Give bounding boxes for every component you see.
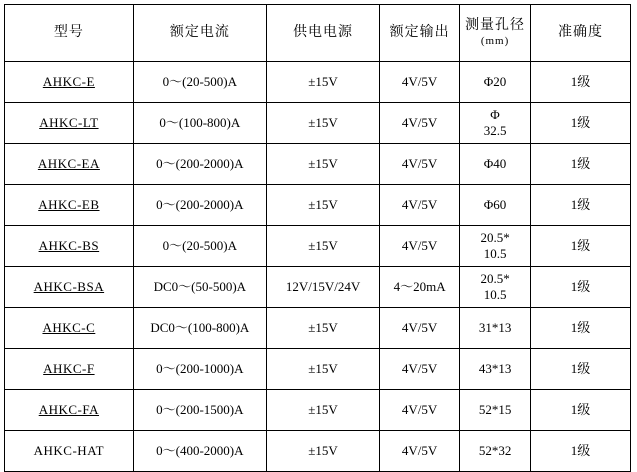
cell-power-supply <box>266 226 379 267</box>
cell-rated-current <box>133 390 266 431</box>
cell-aperture-value: 52*32 <box>478 442 512 458</box>
cell-power-supply-value: ±15V <box>308 114 338 130</box>
cell-model <box>5 267 134 308</box>
cell-aperture-value: 52*15 <box>478 401 512 417</box>
cell-model-value: AHKC-EB <box>38 196 100 212</box>
table-row <box>5 226 631 267</box>
cell-accuracy-value: 1级 <box>570 278 591 294</box>
header-label: 型号 <box>53 25 84 41</box>
cell-power-supply <box>266 144 379 185</box>
cell-accuracy-value: 1级 <box>570 114 591 130</box>
cell-rated-output-value: 4V/5V <box>401 114 438 130</box>
cell-model <box>5 103 134 144</box>
cell-aperture-value: Φ20 <box>483 73 507 89</box>
cell-rated-output-value: 4V/5V <box>401 360 438 376</box>
cell-aperture <box>460 267 531 308</box>
cell-accuracy-value: 1级 <box>570 196 591 212</box>
header-label: 额定电流 <box>169 25 230 41</box>
cell-rated-current <box>133 144 266 185</box>
cell-power-supply <box>266 390 379 431</box>
cell-aperture <box>460 103 531 144</box>
cell-model <box>5 390 134 431</box>
table-row <box>5 431 631 472</box>
table-row <box>5 62 631 103</box>
cell-accuracy <box>531 226 631 267</box>
cell-power-supply-value: ±15V <box>308 360 338 376</box>
cell-aperture-value: 20.5* 10.5 <box>480 270 510 302</box>
cell-rated-output <box>380 226 460 267</box>
column-header-aperture <box>460 5 531 62</box>
cell-power-supply <box>266 62 379 103</box>
cell-power-supply-value: ±15V <box>308 319 338 335</box>
cell-rated-output-value: 4～20mA <box>393 278 446 294</box>
cell-aperture-value: Φ60 <box>483 196 507 212</box>
cell-accuracy-value: 1级 <box>570 73 591 89</box>
cell-power-supply <box>266 308 379 349</box>
column-header-model <box>5 5 134 62</box>
cell-power-supply-value: ±15V <box>308 73 338 89</box>
table-row <box>5 308 631 349</box>
cell-rated-output-value: 4V/5V <box>401 319 438 335</box>
column-header-power-supply <box>266 5 379 62</box>
cell-aperture <box>460 144 531 185</box>
cell-rated-output <box>380 144 460 185</box>
cell-model-value: AHKC-FA <box>38 401 100 417</box>
cell-aperture-value: 20.5* 10.5 <box>480 229 510 261</box>
cell-model-value: AHKC-C <box>42 319 96 335</box>
cell-aperture <box>460 62 531 103</box>
cell-rated-output-value: 4V/5V <box>401 73 438 89</box>
cell-rated-current <box>133 103 266 144</box>
header-label: 额定输出 <box>389 25 450 41</box>
column-header-accuracy <box>531 5 631 62</box>
cell-accuracy <box>531 62 631 103</box>
cell-model-value: AHKC-F <box>43 360 95 376</box>
column-header-rated-current <box>133 5 266 62</box>
header-label: 准确度 <box>558 25 604 41</box>
cell-model <box>5 144 134 185</box>
header-unit: (mm) <box>480 34 510 47</box>
cell-model-value: AHKC-BSA <box>33 278 105 294</box>
table-row <box>5 103 631 144</box>
cell-accuracy-value: 1级 <box>570 401 591 417</box>
cell-accuracy <box>531 185 631 226</box>
cell-model <box>5 431 134 472</box>
cell-model <box>5 185 134 226</box>
cell-rated-output <box>380 103 460 144</box>
table-row <box>5 349 631 390</box>
table-body <box>5 62 631 472</box>
cell-accuracy <box>531 144 631 185</box>
cell-rated-output-value: 4V/5V <box>401 401 438 417</box>
table-row <box>5 144 631 185</box>
cell-power-supply <box>266 349 379 390</box>
cell-rated-output-value: 4V/5V <box>401 237 438 253</box>
cell-rated-current <box>133 185 266 226</box>
document-page <box>0 4 637 458</box>
cell-rated-current-value: 0～(200-2000)A <box>156 196 244 212</box>
cell-accuracy-value: 1级 <box>570 155 591 171</box>
cell-aperture <box>460 349 531 390</box>
cell-rated-output <box>380 185 460 226</box>
cell-power-supply-value: ±15V <box>308 196 338 212</box>
cell-aperture <box>460 390 531 431</box>
cell-aperture <box>460 226 531 267</box>
cell-power-supply <box>266 267 379 308</box>
cell-rated-output-value: 4V/5V <box>401 196 438 212</box>
cell-rated-current-value: 0～(20-500)A <box>162 237 238 253</box>
cell-aperture <box>460 431 531 472</box>
cell-model <box>5 62 134 103</box>
header-row <box>5 5 631 62</box>
cell-rated-current <box>133 431 266 472</box>
cell-aperture <box>460 185 531 226</box>
cell-accuracy <box>531 349 631 390</box>
cell-accuracy <box>531 267 631 308</box>
cell-rated-current-value: 0～(200-1500)A <box>156 401 244 417</box>
cell-power-supply-value: ±15V <box>308 401 338 417</box>
cell-rated-output-value: 4V/5V <box>401 442 438 458</box>
cell-model-value: AHKC-HAT <box>33 442 105 458</box>
header-label: 供电电源 <box>293 25 354 41</box>
cell-rated-current-value: 0～(100-800)A <box>159 114 241 130</box>
cell-rated-current <box>133 267 266 308</box>
cell-model <box>5 308 134 349</box>
cell-rated-output <box>380 431 460 472</box>
table-row <box>5 185 631 226</box>
cell-aperture <box>460 308 531 349</box>
cell-power-supply <box>266 431 379 472</box>
table-row <box>5 267 631 308</box>
cell-power-supply-value: ±15V <box>308 237 338 253</box>
cell-aperture-value: 31*13 <box>478 319 512 335</box>
cell-model-value: AHKC-LT <box>39 114 99 130</box>
cell-aperture-value: 43*13 <box>478 360 512 376</box>
cell-rated-output <box>380 308 460 349</box>
specification-table <box>4 4 631 472</box>
column-header-rated-output <box>380 5 460 62</box>
cell-rated-current <box>133 62 266 103</box>
cell-power-supply <box>266 185 379 226</box>
cell-accuracy <box>531 103 631 144</box>
cell-rated-current-value: DC0～(50-500)A <box>153 278 247 294</box>
cell-rated-output <box>380 390 460 431</box>
cell-rated-current-value: 0～(400-2000)A <box>156 442 244 458</box>
cell-power-supply-value: 12V/15V/24V <box>285 278 361 294</box>
cell-accuracy-value: 1级 <box>570 442 591 458</box>
cell-model-value: AHKC-EA <box>37 155 100 171</box>
cell-accuracy-value: 1级 <box>570 237 591 253</box>
cell-rated-current <box>133 349 266 390</box>
cell-rated-current-value: 0～(20-500)A <box>162 73 238 89</box>
cell-rated-output <box>380 267 460 308</box>
cell-rated-output <box>380 62 460 103</box>
cell-accuracy <box>531 390 631 431</box>
cell-accuracy-value: 1级 <box>570 319 591 335</box>
cell-rated-current-value: 0～(200-2000)A <box>156 155 244 171</box>
cell-model <box>5 349 134 390</box>
header-label: 测量孔径 <box>465 18 526 34</box>
cell-rated-current <box>133 308 266 349</box>
cell-accuracy <box>531 431 631 472</box>
cell-aperture-value: Φ 32.5 <box>483 106 507 138</box>
cell-rated-current-value: DC0～(100-800)A <box>150 319 250 335</box>
cell-model <box>5 226 134 267</box>
table-row <box>5 390 631 431</box>
cell-power-supply-value: ±15V <box>308 155 338 171</box>
cell-rated-current <box>133 226 266 267</box>
cell-rated-current-value: 0～(200-1000)A <box>156 360 244 376</box>
cell-model-value: AHKC-BS <box>38 237 100 253</box>
cell-rated-output <box>380 349 460 390</box>
cell-power-supply-value: ±15V <box>308 442 338 458</box>
cell-model-value: AHKC-E <box>42 73 95 89</box>
cell-power-supply <box>266 103 379 144</box>
table-header <box>5 5 631 62</box>
cell-rated-output-value: 4V/5V <box>401 155 438 171</box>
cell-accuracy <box>531 308 631 349</box>
cell-aperture-value: Φ40 <box>483 155 507 171</box>
cell-accuracy-value: 1级 <box>570 360 591 376</box>
